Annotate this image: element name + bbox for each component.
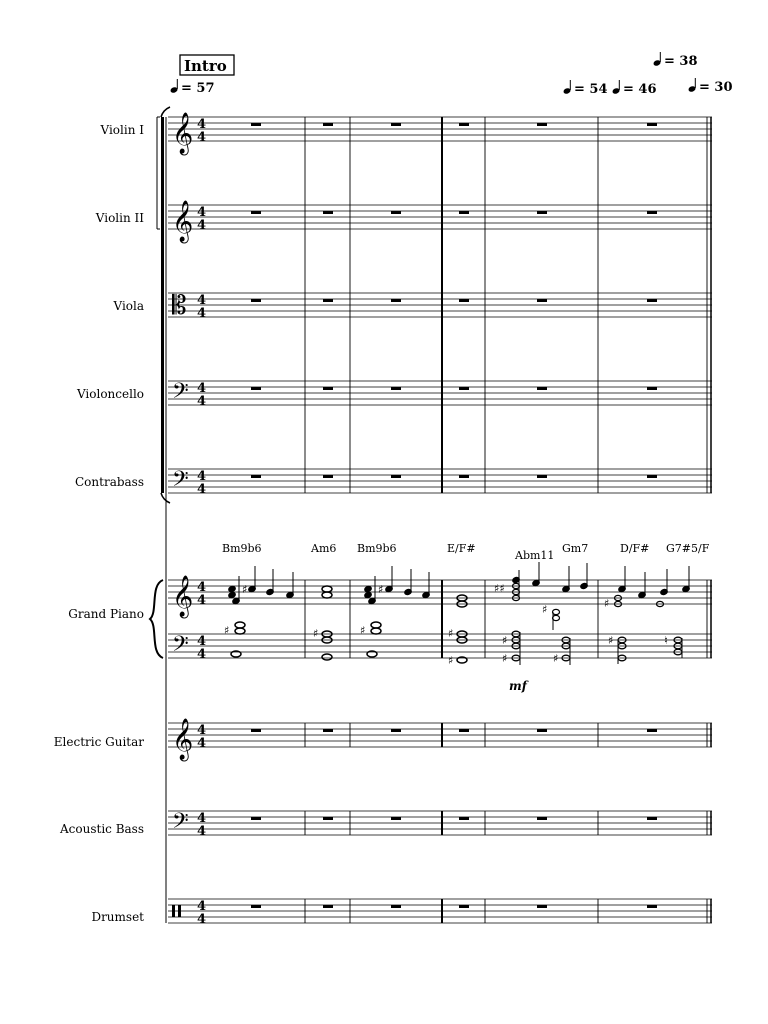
chord-symbol: G7#5/F	[666, 542, 710, 555]
tempo-mark	[170, 79, 215, 96]
svg-text:♯♯: ♯♯	[494, 582, 505, 595]
chord-symbol: Gm7	[562, 542, 589, 555]
whole-rest-icon	[647, 817, 657, 820]
whole-rest-icon	[459, 123, 469, 126]
whole-rest-icon	[459, 475, 469, 478]
time-signatures	[197, 117, 206, 927]
note-group	[608, 634, 682, 664]
svg-text:4: 4	[197, 723, 207, 738]
chord-symbol: Am6	[311, 542, 337, 555]
chord-symbols	[222, 542, 710, 562]
whole-rest-icon	[537, 211, 547, 214]
staff-drumset	[168, 899, 712, 923]
whole-rest-icon	[647, 211, 657, 214]
svg-text:♯: ♯	[360, 624, 366, 637]
svg-text:4: 4	[197, 469, 207, 484]
instrument-label-drumset: Drumset	[91, 910, 144, 924]
chord-symbol: E/F#	[447, 542, 476, 555]
time-signature	[197, 580, 206, 608]
tempo-mark	[653, 52, 698, 69]
time-signature	[197, 634, 206, 662]
whole-rest-icon	[391, 729, 401, 732]
whole-rest-icon	[459, 299, 469, 302]
time-signature	[197, 205, 206, 233]
treble-clef-icon: 𝄞	[172, 576, 194, 617]
note-group	[448, 627, 467, 667]
whole-rest-icon	[391, 817, 401, 820]
whole-rest-icon	[251, 387, 261, 390]
whole-rest-icon	[537, 905, 547, 908]
time-signature	[197, 899, 206, 927]
chord-symbol: Abm11	[515, 549, 555, 562]
whole-rest-icon	[459, 729, 469, 732]
svg-text:4: 4	[197, 824, 207, 839]
svg-text:4: 4	[197, 593, 207, 608]
bass-clef-icon: 𝄢	[172, 379, 189, 409]
whole-rest-icon	[251, 211, 261, 214]
instrument-label-violin-1: Violin I	[100, 123, 144, 137]
whole-rest-icon	[391, 299, 401, 302]
svg-text:4: 4	[197, 306, 207, 321]
bass-clef-icon: 𝄢	[172, 467, 189, 497]
whole-rest-icon	[537, 729, 547, 732]
instrument-label-acoustic-bass: Acoustic Bass	[60, 822, 144, 836]
whole-rest-icon	[537, 387, 547, 390]
svg-text:4: 4	[197, 381, 207, 396]
svg-text:♯: ♯	[313, 627, 319, 640]
staff-violin-2	[168, 205, 712, 229]
system-brackets	[150, 107, 170, 923]
time-signature	[197, 723, 206, 751]
staff-piano-bass	[168, 634, 712, 658]
tempo-value: = 46	[623, 82, 657, 97]
staves	[168, 117, 712, 923]
svg-text:4: 4	[197, 394, 207, 409]
whole-rest-icon	[391, 211, 401, 214]
instrument-label-violoncello: Violoncello	[76, 387, 144, 401]
treble-clef-icon: 𝄞	[172, 719, 194, 760]
chord-symbol: D/F#	[620, 542, 650, 555]
instrument-label-contrabass: Contrabass	[75, 475, 144, 489]
treble-clef-icon: 𝄞	[172, 201, 194, 242]
whole-rest-icon	[647, 299, 657, 302]
whole-rest-icon	[251, 729, 261, 732]
note-group	[364, 566, 430, 605]
staff-violin-1	[168, 117, 712, 141]
rehearsal-mark-text: Intro	[184, 57, 227, 75]
tempo-value: = 54	[574, 82, 608, 97]
instrument-labels	[54, 123, 144, 924]
alto-clef-icon: 𝄡	[172, 291, 187, 321]
whole-rests	[251, 123, 657, 908]
whole-rest-icon	[647, 475, 657, 478]
piano-notes	[224, 562, 690, 667]
instrument-label-electric-guitar: Electric Guitar	[53, 735, 144, 749]
staff-electric-guitar	[168, 723, 712, 747]
whole-rest-icon	[647, 729, 657, 732]
staff-acoustic-bass	[168, 811, 712, 835]
whole-rest-icon	[251, 905, 261, 908]
tempo-mark	[688, 78, 733, 95]
svg-text:4: 4	[197, 634, 207, 649]
svg-text:♯: ♯	[502, 634, 508, 647]
svg-text:4: 4	[197, 736, 207, 751]
svg-text:4: 4	[197, 205, 207, 220]
time-signature	[197, 469, 206, 497]
tempo-mark	[612, 80, 657, 97]
svg-text:♯: ♯	[502, 652, 508, 665]
whole-rest-icon	[251, 123, 261, 126]
note-group	[313, 627, 332, 660]
whole-rest-icon	[391, 123, 401, 126]
whole-rest-icon	[323, 817, 333, 820]
instrument-label-violin-2: Violin II	[95, 211, 144, 225]
svg-text:♯: ♯	[553, 652, 559, 665]
rehearsal-mark	[180, 55, 234, 75]
instrument-label-viola: Viola	[113, 299, 144, 313]
whole-rest-icon	[323, 475, 333, 478]
clefs	[172, 112, 193, 917]
tempo-value: = 30	[699, 80, 733, 95]
svg-text:4: 4	[197, 293, 207, 308]
whole-rest-icon	[537, 817, 547, 820]
whole-rest-icon	[459, 211, 469, 214]
svg-text:♯: ♯	[448, 627, 454, 640]
whole-rest-icon	[537, 475, 547, 478]
staff-viola	[168, 293, 712, 317]
whole-rest-icon	[459, 387, 469, 390]
note-group	[494, 562, 588, 630]
whole-rest-icon	[323, 123, 333, 126]
tempo-mark	[563, 80, 608, 97]
time-signature	[197, 117, 206, 145]
chord-symbol: Bm9b6	[222, 542, 262, 555]
dynamic-marking: mf	[509, 679, 527, 693]
whole-rest-icon	[391, 905, 401, 908]
svg-text:♯: ♯	[242, 583, 248, 596]
whole-rest-icon	[647, 123, 657, 126]
svg-text:4: 4	[197, 218, 207, 233]
whole-rest-icon	[537, 299, 547, 302]
note-group	[604, 566, 690, 610]
bass-clef-icon: 𝄢	[172, 632, 189, 662]
whole-rest-icon	[323, 387, 333, 390]
instrument-label-grand-piano: Grand Piano	[68, 607, 144, 621]
tempo-value: = 38	[664, 54, 698, 69]
svg-text:♯: ♯	[542, 603, 548, 616]
whole-rest-icon	[537, 123, 547, 126]
time-signature	[197, 293, 206, 321]
whole-rest-icon	[459, 905, 469, 908]
note-group	[457, 595, 467, 607]
bass-clef-icon: 𝄢	[172, 809, 189, 839]
staff-contrabass	[168, 469, 712, 493]
whole-rest-icon	[251, 817, 261, 820]
whole-rest-icon	[251, 475, 261, 478]
svg-text:4: 4	[197, 912, 207, 927]
time-signature	[197, 811, 206, 839]
svg-text:♮: ♮	[664, 634, 668, 647]
barlines	[305, 117, 711, 923]
svg-text:4: 4	[197, 117, 207, 132]
whole-rest-icon	[391, 387, 401, 390]
svg-text:♯: ♯	[608, 634, 614, 647]
whole-rest-icon	[323, 299, 333, 302]
svg-text:4: 4	[197, 482, 207, 497]
svg-text:4: 4	[197, 647, 207, 662]
svg-text:4: 4	[197, 580, 207, 595]
chord-symbol: Bm9b6	[357, 542, 397, 555]
svg-text:♯: ♯	[378, 583, 384, 596]
treble-clef-icon: 𝄞	[172, 113, 194, 154]
whole-rest-icon	[323, 729, 333, 732]
svg-text:4: 4	[197, 899, 207, 914]
tempo-value: = 57	[181, 81, 215, 96]
note-group	[502, 631, 570, 665]
svg-text:4: 4	[197, 811, 207, 826]
staff-violoncello	[168, 381, 712, 405]
whole-rest-icon	[323, 211, 333, 214]
svg-text:♯: ♯	[224, 624, 230, 637]
svg-text:4: 4	[197, 130, 207, 145]
whole-rest-icon	[391, 475, 401, 478]
note-group	[228, 566, 294, 605]
svg-text:♯: ♯	[604, 597, 610, 610]
svg-text:♯: ♯	[448, 654, 454, 667]
tempo-marks	[170, 52, 733, 97]
whole-rest-icon	[323, 905, 333, 908]
whole-rest-icon	[647, 387, 657, 390]
whole-rest-icon	[459, 817, 469, 820]
whole-rest-icon	[647, 905, 657, 908]
whole-rest-icon	[251, 299, 261, 302]
time-signature	[197, 381, 206, 409]
